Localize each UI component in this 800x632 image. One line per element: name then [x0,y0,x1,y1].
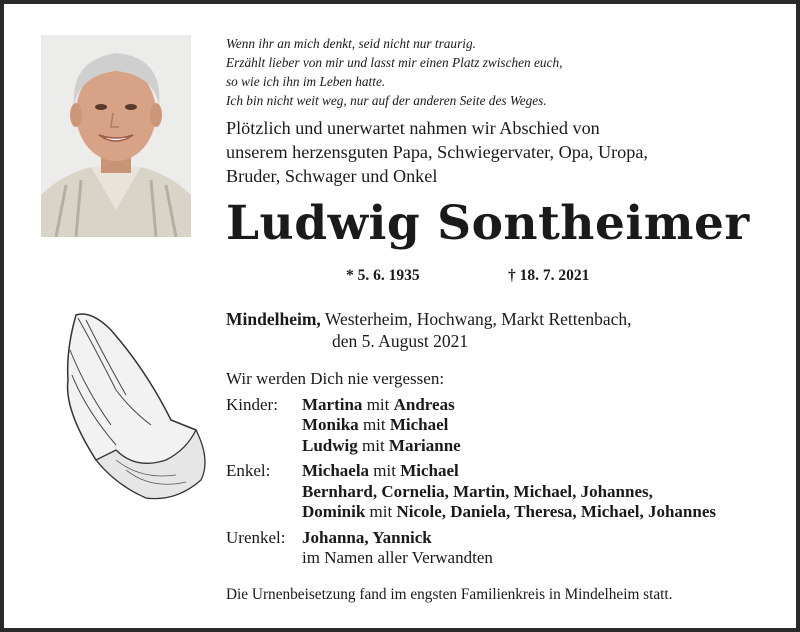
name-entry: Ludwig [302,435,358,455]
praying-hands-image [56,310,214,505]
connector: mit [358,415,390,434]
footer-note: Die Urnenbeisetzung fand im engsten Familienkreis in Mindelheim statt. [226,586,673,603]
name-entry: Martina [302,394,363,414]
intro-line: Bruder, Schwager und Onkel [226,166,438,186]
family-list [226,369,716,569]
name-entry: Nicole, Daniela, Theresa, Michael, Johannes [396,502,716,521]
notice-date: den 5. August 2021 [332,331,469,351]
poem-line: Erzählt lieber von mir und lasst mir einen Platz zwischen euch, [226,55,563,70]
family-row [226,502,716,523]
deceased-name: Ludwig Sontheimer [226,196,750,251]
family-heading: Wir werden Dich nie vergessen: [226,369,445,388]
intro-text [226,116,648,188]
connector: mit [369,461,401,480]
family-row [226,528,716,549]
intro-line: Plötzlich und unerwartet nahmen wir Abschied von [226,118,600,138]
name-entry: Bernhard, Cornelia, Martin, Michael, Johannes, [302,481,653,501]
family-row [226,482,716,503]
name-entry: Michael [389,415,449,434]
place-and-date [226,308,632,352]
name-entry: Michael [400,461,459,480]
poem [226,34,562,110]
family-row [226,395,716,416]
death-date: † 18. 7. 2021 [508,267,590,284]
intro-line: unserem herzensguten Papa, Schwiegervater, Opa, Uropa, [226,142,648,162]
poem-line: so wie ich ihn im Leben hatte. [226,74,386,89]
place-rest: Westerheim, Hochwang, Markt Rettenbach, [320,309,632,329]
name-entry: Michaela [302,461,370,480]
portrait-photo [41,35,191,237]
family-row [226,461,716,482]
poem-line: Ich bin nicht weit weg, nur auf der anderen Seite des Weges. [226,93,547,108]
name-entry: Andreas [393,394,455,414]
place-city: Mindelheim, [226,309,321,329]
family-row [226,415,716,436]
connector: mit [357,435,389,455]
name-entry: Johanna, Yannick [302,527,432,547]
kinder-label: Kinder: [226,394,278,414]
family-row [226,548,716,569]
connector: mit [362,394,394,414]
name-entry: Monika [302,415,359,434]
poem-line: Wenn ihr an mich denkt, seid nicht nur traurig. [226,36,476,51]
name-entry: Dominik [302,502,366,521]
name-entry: Marianne [388,435,461,455]
closing-line: im Namen aller Verwandten [302,548,493,567]
birth-date: * 5. 6. 1935 [346,267,420,284]
family-row [226,436,716,457]
urenkel-label: Urenkel: [226,527,286,547]
connector: mit [365,502,397,521]
enkel-label: Enkel: [226,461,271,480]
